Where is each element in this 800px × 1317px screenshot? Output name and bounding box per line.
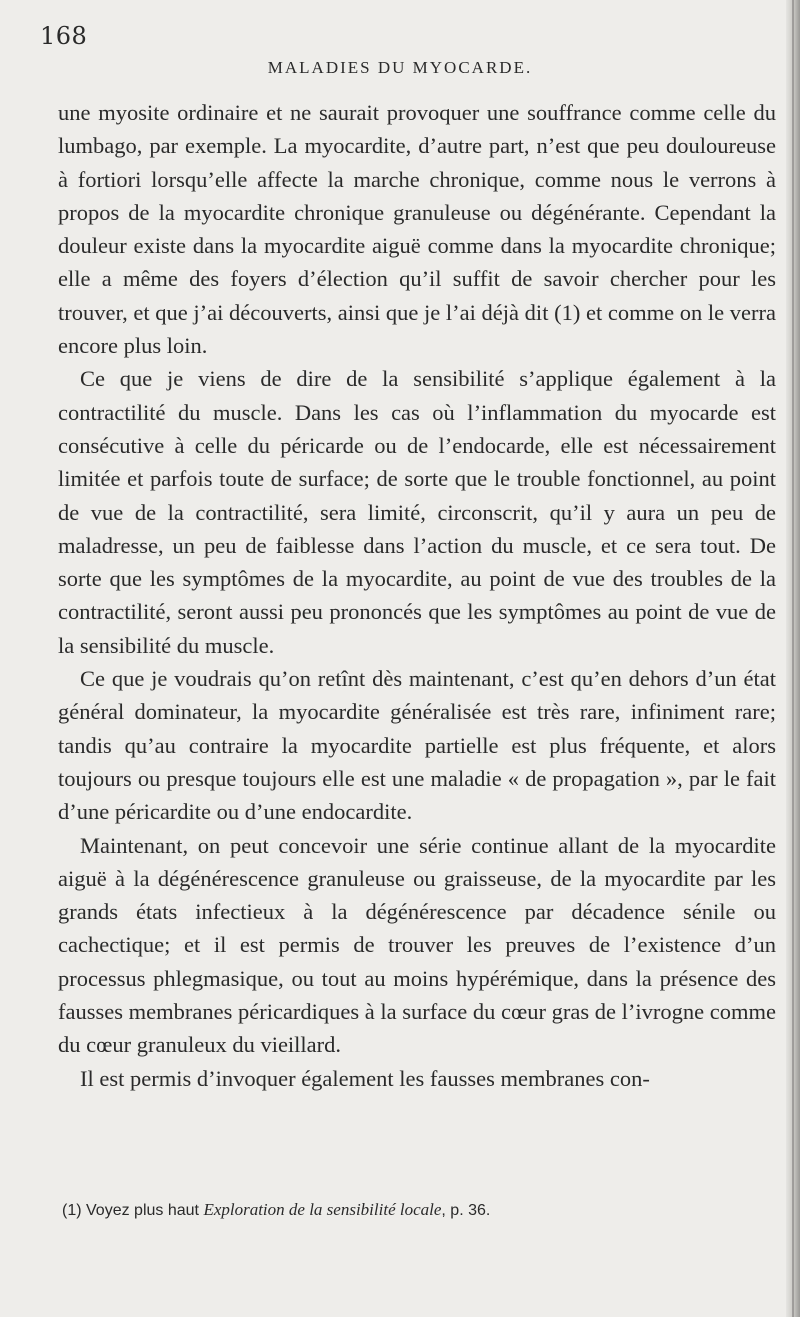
paragraph-2: Ce que je viens de dire de la sensibilité s’applique également à la contractilité du muscle. Dans les cas où l’inflammation du myocarde est consécutive à celle du péricarde ou de l’endocarde, elle est nécessairement limitée et parfois toute de surface; de sorte que le trouble fonctionnel, au point de vue de la contractilité, sera limité, circonscrit, qu’il y aura un peu de maladresse, un peu de faiblesse dans l’action du muscle, et ce sera tout. De sorte que les symptômes de la myocardite, au point de vue des troubles de la contractilité, seront aussi peu prononcés que les symptômes au point de vue de la sensibilité du muscle. bbox=[58, 366, 776, 658]
footnote-marker: (1) bbox=[62, 1202, 82, 1219]
paragraph-4: Maintenant, on peut concevoir une série continue allant de la myocardite aiguë à la dégénérescence granuleuse ou graisseuse, de la myocardite par les grands états infectieux à la dégénérescence par décadence sénile ou cachectique; et il est permis de trouver les preuves de l’existence d’un processus phlegmasique, ou tout au moins hypérémique, dans la présence des fausses membranes péricardiques à la surface du cœur gras de l’ivrogne comme du cœur granuleux du vieillard. bbox=[58, 832, 776, 1058]
page-edge-line bbox=[792, 0, 794, 1317]
paragraph-3: Ce que je voudrais qu’on retînt dès maintenant, c’est qu’en dehors d’un état général dominateur, la myocardite généralisée est très rare, infiniment rare; tandis qu’au contraire la myocardite partielle est plus fréquente, et alors toujours ou presque toujours elle est une maladie « de propagation », par le fait d’une péricardite ou d’une endocardite. bbox=[58, 666, 776, 825]
paragraph-5: Il est permis d’invoquer également les fausses membranes con- bbox=[80, 1065, 650, 1091]
page-number: 168 bbox=[40, 22, 88, 50]
footnote-prefix: Voyez plus haut bbox=[86, 1202, 199, 1219]
running-title: MALADIES DU MYOCARDE. bbox=[267, 58, 533, 77]
footnote-suffix: , p. 36. bbox=[441, 1202, 491, 1219]
body-text bbox=[58, 96, 776, 1095]
footnote-reference-title: Exploration de la sensibilité locale bbox=[203, 1200, 442, 1219]
paragraph-1: une myosite ordinaire et ne saurait provoquer une souffrance comme celle du lumbago, par exemple. La myocardite, d’autre part, n’est que peu douloureuse à fortiori lorsqu’elle affecte la marche chronique, comme nous le verrons à propos de la myocardite chronique granuleuse ou dégénérante. Cependant la douleur existe dans la myocardite aiguë comme dans la myocardite chronique; elle a même des foyers d’élection qu’il suffit de savoir chercher pour les trouver, et que j’ai découverts, ainsi que je l’ai déjà dit (1) et comme on le verra encore plus loin. bbox=[58, 100, 776, 359]
footnote bbox=[62, 1199, 774, 1222]
